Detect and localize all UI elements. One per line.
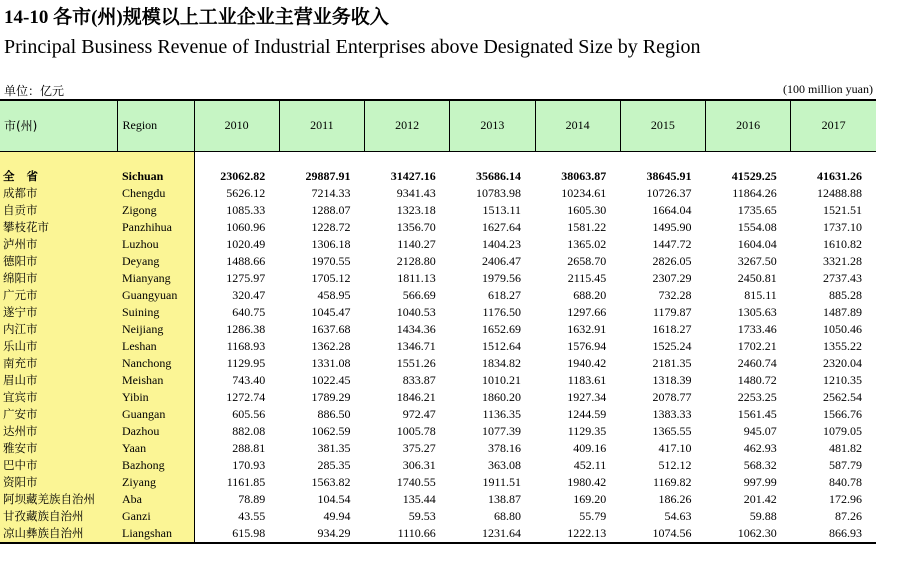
revenue-value: 1272.74 [226,390,266,404]
revenue-value: 1495.90 [652,220,692,234]
revenue-value: 87.26 [835,509,862,523]
revenue-value: 1632.91 [567,322,607,336]
revenue-value: 1210.35 [823,373,862,387]
revenue-value: 2562.54 [823,390,862,404]
revenue-value: 1228.72 [311,220,351,234]
revenue-value: 41529.25 [731,169,777,183]
revenue-value: 1551.26 [396,356,436,370]
revenue-value: 2737.43 [823,271,862,285]
region-name-english: Mianyang [117,270,194,287]
revenue-value: 5626.12 [226,186,266,200]
revenue-value: 452.11 [573,458,607,472]
revenue-value: 1244.59 [567,407,607,421]
revenue-value: 49.94 [323,509,351,523]
revenue-value: 458.95 [317,288,351,302]
revenue-value: 12488.88 [817,186,862,200]
revenue-value: 587.79 [829,458,862,472]
table-row [0,185,876,202]
spacer-row [0,151,876,168]
revenue-value: 1979.56 [482,271,521,285]
revenue-value: 1085.33 [226,203,266,217]
table-row [0,202,876,219]
region-name-chinese: 乐山市 [0,338,117,355]
region-name-english: Luzhou [117,236,194,253]
revenue-value: 1513.11 [482,203,521,217]
revenue-value: 2450.81 [737,271,777,285]
table-row [0,270,876,287]
revenue-value: 186.26 [658,492,692,506]
revenue-value: 1652.69 [482,322,521,336]
revenue-value: 1525.24 [652,339,692,353]
revenue-value: 1735.65 [737,203,777,217]
header-year: 2011 [279,100,364,151]
revenue-value: 481.82 [829,441,862,455]
revenue-value: 1060.96 [226,220,266,234]
revenue-value: 1169.82 [652,475,692,489]
revenue-value: 640.75 [232,305,266,319]
revenue-value: 2826.05 [652,254,692,268]
revenue-value: 2128.80 [396,254,436,268]
revenue-value: 1079.05 [823,424,862,438]
province-total-row [0,168,876,185]
revenue-value: 2078.77 [652,390,692,404]
table-title-english: Principal Business Revenue of Industrial Enterprises above Designated Size by Region [4,36,701,58]
revenue-value: 381.35 [317,441,351,455]
revenue-value: 1306.18 [311,237,351,251]
region-name-english: Ganzi [117,508,194,525]
revenue-value: 35686.14 [476,169,521,183]
revenue-value: 320.47 [232,288,266,302]
revenue-value: 2460.74 [737,356,777,370]
revenue-value: 1005.78 [396,424,436,438]
table-row [0,525,876,543]
revenue-value: 78.89 [238,492,266,506]
revenue-value: 1231.64 [450,525,535,543]
revenue-value: 815.11 [744,288,777,302]
revenue-value: 1610.82 [823,237,862,251]
revenue-value: 568.32 [743,458,777,472]
revenue-value: 1604.04 [737,237,777,251]
revenue-value: 886.50 [317,407,351,421]
region-name-chinese: 成都市 [0,185,117,202]
table-row [0,406,876,423]
revenue-value: 43.55 [238,509,266,523]
revenue-value: 1323.18 [396,203,436,217]
revenue-value: 138.87 [488,492,521,506]
revenue-value: 1566.76 [823,407,862,421]
revenue-value: 1618.27 [652,322,692,336]
revenue-value: 1365.02 [567,237,607,251]
revenue-value: 2181.35 [652,356,692,370]
revenue-value: 1288.07 [311,203,351,217]
revenue-value: 41631.26 [817,169,862,183]
revenue-value: 1512.64 [482,339,521,353]
revenue-value: 3321.28 [823,254,862,268]
revenue-value: 306.31 [402,458,436,472]
revenue-value: 1168.93 [226,339,266,353]
revenue-value: 1637.68 [311,322,351,336]
region-name-chinese: 内江市 [0,321,117,338]
table-row [0,389,876,406]
revenue-value: 1737.10 [823,220,862,234]
region-name-english: Sichuan [117,168,194,185]
revenue-value: 378.16 [488,441,521,455]
revenue-value: 1383.33 [652,407,692,421]
revenue-value: 1362.28 [311,339,351,353]
region-name-english: Liangshan [117,525,194,543]
region-name-chinese: 达州市 [0,423,117,440]
table-row [0,304,876,321]
revenue-value: 1062.30 [706,525,791,543]
revenue-value: 31427.16 [390,169,436,183]
region-name-english: Meishan [117,372,194,389]
region-name-english: Dazhou [117,423,194,440]
revenue-value: 688.20 [573,288,607,302]
region-name-english: Leshan [117,338,194,355]
header-year: 2015 [620,100,705,151]
region-name-chinese: 凉山彝族自治州 [0,525,117,543]
revenue-value: 135.44 [402,492,436,506]
table-row [0,253,876,270]
region-name-english: Yibin [117,389,194,406]
table-body [0,151,876,543]
region-name-chinese: 广元市 [0,287,117,304]
revenue-value: 1911.51 [482,475,521,489]
header-year: 2016 [706,100,791,151]
revenue-value: 1355.22 [823,339,862,353]
revenue-value: 462.93 [743,441,777,455]
region-name-chinese: 遂宁市 [0,304,117,321]
region-name-chinese: 德阳市 [0,253,117,270]
region-name-chinese: 南充市 [0,355,117,372]
revenue-value: 172.96 [829,492,862,506]
revenue-value: 104.54 [317,492,351,506]
revenue-value: 288.81 [232,441,266,455]
revenue-value: 840.78 [829,475,862,489]
revenue-value: 743.40 [232,373,266,387]
table-row [0,508,876,525]
revenue-value: 1627.64 [482,220,521,234]
region-name-chinese: 阿坝藏羌族自治州 [0,491,117,508]
revenue-value: 1733.46 [737,322,777,336]
region-name-english: Ziyang [117,474,194,491]
region-name-chinese: 眉山市 [0,372,117,389]
revenue-value: 29887.91 [305,169,351,183]
region-name-english: Zigong [117,202,194,219]
revenue-value: 1297.66 [567,305,607,319]
revenue-value: 1040.53 [396,305,436,319]
table-title-chinese: 14-10 各市(州)规模以上工业企业主营业务收入 [4,7,389,28]
header-year: 2017 [791,100,876,151]
revenue-value: 1980.42 [567,475,607,489]
header-year: 2014 [535,100,620,151]
revenue-value: 1318.39 [652,373,692,387]
revenue-value: 882.08 [232,424,266,438]
revenue-value: 285.35 [317,458,351,472]
revenue-value: 23062.82 [220,169,266,183]
unit-label-chinese: 单位：亿元 [4,84,65,98]
revenue-value: 54.63 [664,509,692,523]
region-name-chinese: 甘孜藏族自治州 [0,508,117,525]
table-row [0,287,876,304]
revenue-value: 1561.45 [737,407,777,421]
revenue-value: 512.12 [658,458,692,472]
revenue-value: 885.28 [829,288,862,302]
revenue-value: 972.47 [402,407,436,421]
revenue-value: 1222.13 [535,525,620,543]
revenue-value: 1161.85 [226,475,266,489]
region-name-english: Guangyuan [117,287,194,304]
revenue-value: 1077.39 [482,424,521,438]
table-row [0,423,876,440]
revenue-value: 2320.04 [823,356,862,370]
region-name-english: Bazhong [117,457,194,474]
revenue-value: 1487.89 [823,305,862,319]
revenue-value: 2658.70 [567,254,607,268]
revenue-value: 1927.34 [567,390,607,404]
revenue-value: 1176.50 [482,305,521,319]
revenue-value: 375.27 [402,441,436,455]
revenue-value: 1275.97 [226,271,266,285]
region-name-english: Guangan [117,406,194,423]
revenue-value: 10726.37 [646,186,692,200]
revenue-value: 363.08 [488,458,521,472]
revenue-value: 1074.56 [620,525,705,543]
table-row [0,338,876,355]
revenue-value: 7214.33 [311,186,351,200]
region-name-chinese: 攀枝花市 [0,219,117,236]
revenue-value: 2307.29 [652,271,692,285]
revenue-value: 618.27 [488,288,521,302]
revenue-value: 3267.50 [737,254,777,268]
revenue-value: 1062.59 [311,424,351,438]
revenue-value: 2406.47 [482,254,521,268]
unit-label-english: (100 million yuan) [783,82,873,96]
revenue-value: 1183.61 [567,373,607,387]
revenue-value: 1576.94 [567,339,607,353]
table-row [0,440,876,457]
revenue-value: 59.88 [749,509,777,523]
region-name-chinese: 资阳市 [0,474,117,491]
region-name-english: Neijiang [117,321,194,338]
revenue-value: 9341.43 [396,186,436,200]
revenue-value: 1846.21 [396,390,436,404]
header-region: Region [117,100,194,151]
revenue-value: 59.53 [408,509,436,523]
header-city-chinese: 市(州) [0,100,117,151]
revenue-value: 1179.87 [652,305,692,319]
revenue-value: 833.87 [402,373,436,387]
table-row [0,491,876,508]
revenue-value: 1010.21 [482,373,521,387]
region-name-chinese: 雅安市 [0,440,117,457]
revenue-value: 1129.95 [226,356,266,370]
revenue-value: 1365.55 [652,424,692,438]
revenue-value: 1140.27 [397,237,436,251]
revenue-value: 1834.82 [482,356,521,370]
revenue-value: 945.07 [743,424,777,438]
revenue-value: 11864.26 [732,186,777,200]
revenue-value: 1702.21 [737,339,777,353]
region-name-english: Yaan [117,440,194,457]
revenue-value: 1129.35 [567,424,607,438]
revenue-value: 1940.42 [567,356,607,370]
table-row [0,236,876,253]
revenue-value: 1050.46 [823,322,862,336]
region-name-english: Nanchong [117,355,194,372]
revenue-value: 1664.04 [652,203,692,217]
revenue-value: 1521.51 [823,203,862,217]
revenue-value: 1970.55 [311,254,351,268]
header-year: 2010 [194,100,279,151]
header-year: 2013 [450,100,535,151]
revenue-value: 997.99 [743,475,777,489]
region-name-chinese: 全 省 [0,168,117,185]
revenue-value: 615.98 [194,525,279,543]
revenue-value: 1488.66 [226,254,266,268]
header-row [0,100,876,151]
revenue-value: 1305.63 [737,305,777,319]
revenue-value: 566.69 [402,288,436,302]
revenue-value: 1020.49 [226,237,266,251]
revenue-value: 866.93 [791,525,876,543]
table-row [0,372,876,389]
revenue-value: 1789.29 [311,390,351,404]
revenue-value: 1705.12 [311,271,351,285]
revenue-value: 169.20 [573,492,607,506]
revenue-value: 1136.35 [482,407,521,421]
revenue-value: 1860.20 [482,390,521,404]
revenue-value: 1811.13 [397,271,436,285]
revenue-value: 1434.36 [396,322,436,336]
revenue-value: 1563.82 [311,475,351,489]
revenue-value: 1045.47 [311,305,351,319]
revenue-value: 2253.25 [737,390,777,404]
revenue-value: 417.10 [658,441,692,455]
region-name-english: Aba [117,491,194,508]
revenue-value: 1447.72 [652,237,692,251]
revenue-value: 201.42 [743,492,777,506]
region-name-chinese: 自贡市 [0,202,117,219]
revenue-value: 10783.98 [476,186,521,200]
table-row [0,355,876,372]
revenue-value: 934.29 [279,525,364,543]
revenue-value: 1286.38 [226,322,266,336]
region-name-english: Suining [117,304,194,321]
revenue-table [0,99,876,544]
revenue-value: 1110.66 [365,525,450,543]
region-name-english: Panzhihua [117,219,194,236]
revenue-value: 38645.91 [646,169,692,183]
region-name-english: Chengdu [117,185,194,202]
table-row [0,219,876,236]
revenue-value: 1480.72 [737,373,777,387]
table-row [0,457,876,474]
revenue-value: 170.93 [232,458,266,472]
revenue-value: 1331.08 [311,356,351,370]
header-year: 2012 [365,100,450,151]
revenue-value: 1404.23 [482,237,521,251]
region-name-chinese: 广安市 [0,406,117,423]
revenue-value: 1554.08 [737,220,777,234]
revenue-value: 1581.22 [567,220,607,234]
revenue-value: 1605.30 [567,203,607,217]
revenue-value: 1022.45 [311,373,351,387]
region-name-chinese: 巴中市 [0,457,117,474]
revenue-value: 1740.55 [396,475,436,489]
revenue-value: 605.56 [232,407,266,421]
revenue-value: 38063.87 [561,169,607,183]
revenue-value: 732.28 [658,288,692,302]
region-name-chinese: 泸州市 [0,236,117,253]
revenue-value: 409.16 [573,441,607,455]
revenue-value: 55.79 [579,509,607,523]
region-name-english: Deyang [117,253,194,270]
revenue-value: 2115.45 [567,271,607,285]
revenue-value: 1346.71 [396,339,436,353]
revenue-value: 10234.61 [561,186,607,200]
revenue-value: 1356.70 [396,220,436,234]
table-row [0,321,876,338]
table-row [0,474,876,491]
region-name-chinese: 绵阳市 [0,270,117,287]
revenue-value: 68.80 [494,509,521,523]
region-name-chinese: 宜宾市 [0,389,117,406]
